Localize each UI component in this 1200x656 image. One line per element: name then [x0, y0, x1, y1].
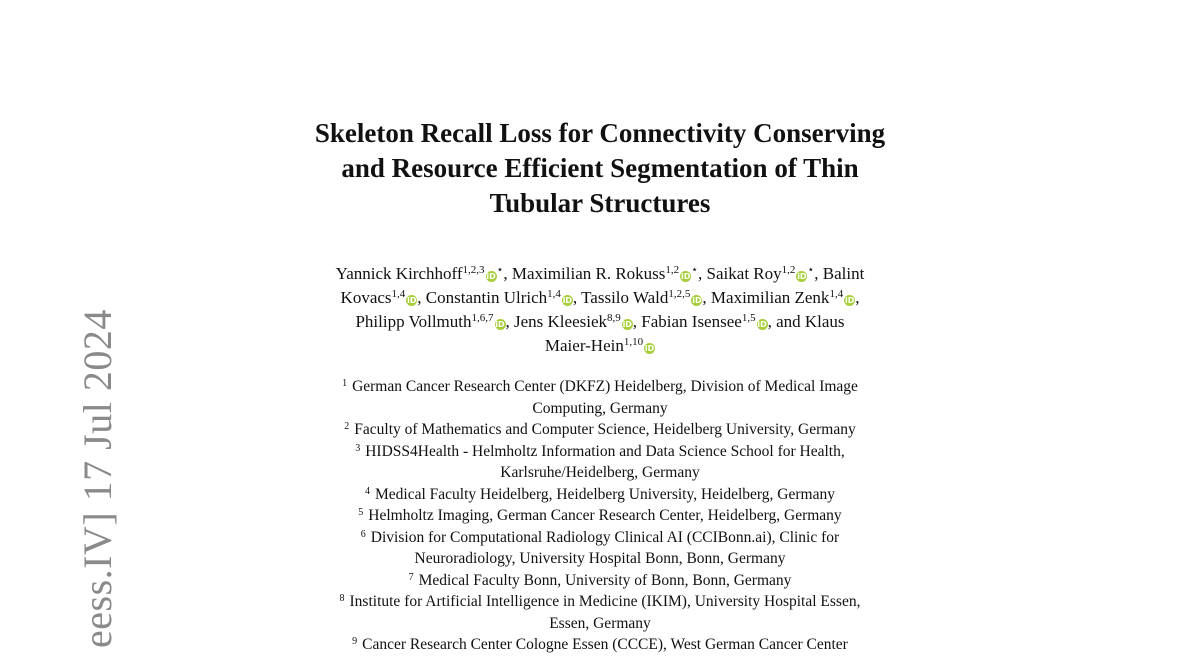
affiliation-line	[0, 398, 1200, 420]
author-affiliation: 1,2,3	[462, 264, 485, 276]
author-line	[0, 286, 1200, 310]
author-name: Maximilian R. Rokuss	[511, 264, 666, 283]
affiliation-line	[0, 613, 1200, 635]
author-separator: ,	[505, 312, 514, 331]
author-separator: ,	[632, 312, 642, 331]
author-list	[0, 262, 1200, 358]
author-affiliation: 1,4	[829, 288, 844, 300]
affiliation-line	[0, 505, 1200, 527]
affiliation-text: Neuroradiology, University Hospital Bonn, Bonn, Germany	[414, 550, 786, 567]
equal-contribution-star: ⋆	[691, 264, 699, 276]
orcid-icon[interactable]: iD	[644, 344, 655, 353]
affiliation-number: 7	[408, 571, 414, 583]
affiliation-line	[0, 462, 1200, 484]
affiliation-line	[0, 419, 1200, 441]
affiliation-text: HIDSS4Health - Helmholtz Information and Data Science School for Health,	[365, 442, 845, 460]
affiliation-line	[0, 376, 1200, 398]
title-line: Tubular Structures	[489, 188, 711, 218]
affiliation-text: German Cancer Research Center (DKFZ) Heidelberg, Division of Medical Image	[352, 378, 858, 395]
orcid-icon[interactable]: iD	[680, 272, 691, 281]
affiliation-text: Cancer Research Center Cologne Essen (CCCE), West German Cancer Center	[362, 636, 848, 653]
author-affiliation: 1,5	[741, 312, 756, 324]
author-separator: , Balint	[814, 264, 865, 283]
affiliation-line	[0, 570, 1200, 592]
title-line: and Resource Efficient Segmentation of Thin	[341, 153, 859, 183]
author-name: Maximilian Zenk	[710, 288, 830, 307]
author-line	[0, 334, 1200, 358]
affiliation-number: 8	[339, 593, 345, 604]
affiliation-text: Helmholtz Imaging, German Cancer Research Center, Heidelberg, Germany	[368, 507, 842, 524]
orcid-icon[interactable]: iD	[757, 320, 767, 329]
author-name: Maier-Hein	[544, 336, 624, 355]
orcid-icon[interactable]: iD	[844, 296, 855, 305]
affiliation-number: 6	[360, 528, 366, 540]
orcid-icon[interactable]: iD	[407, 296, 417, 305]
author-separator: ,	[702, 288, 711, 307]
author-affiliation: 1,10	[623, 336, 644, 348]
affiliation-list	[0, 376, 1200, 656]
author-affiliation: 8,9	[607, 312, 621, 324]
affiliation-line	[0, 484, 1200, 506]
affiliation-number: 5	[358, 507, 364, 518]
affiliation-line	[0, 591, 1200, 613]
equal-contribution-star: ⋆	[807, 264, 815, 276]
paper-title	[0, 116, 1200, 221]
orcid-icon[interactable]: iD	[797, 272, 807, 281]
orcid-icon[interactable]: iD	[562, 296, 573, 305]
affiliation-text: Division for Computational Radiology Clinical AI (CCIBonn.ai), Clinic for	[370, 528, 840, 546]
title-line: Skeleton Recall Loss for Connectivity Conserving	[314, 118, 886, 148]
author-separator: , and Klaus	[767, 312, 845, 331]
author-name: Saikat Roy	[706, 264, 782, 283]
author-name: Fabian Isensee	[641, 312, 742, 331]
equal-contribution-star: ⋆	[496, 264, 504, 276]
affiliation-text: Institute for Artificial Intelligence in Medicine (IKIM), University Hospital Essen,	[349, 593, 861, 610]
author-affiliation: 1,6,7	[471, 312, 494, 324]
affiliation-line	[0, 527, 1200, 549]
author-affiliation: 1,4	[547, 288, 561, 300]
author-separator: ,	[503, 264, 512, 283]
affiliation-text: Computing, Germany	[532, 399, 668, 417]
affiliation-text: Essen, Germany	[549, 614, 651, 632]
author-line	[0, 310, 1200, 334]
author-affiliation: 1,2	[781, 264, 796, 276]
affiliation-number: 2	[344, 421, 350, 432]
orcid-icon[interactable]: iD	[692, 296, 702, 305]
orcid-icon[interactable]: iD	[622, 320, 632, 329]
arxiv-sidebar-stamp: eess.IV] 17 Jul 2024	[75, 309, 120, 648]
author-affiliation: 1,2,5	[668, 288, 691, 300]
author-separator: ,	[417, 288, 426, 307]
author-name: Constantin Ulrich	[425, 288, 548, 307]
author-name: Philipp Vollmuth	[355, 312, 472, 331]
affiliation-number: 1	[342, 378, 348, 389]
author-name: Kovacs	[340, 288, 392, 307]
affiliation-number: 3	[355, 442, 361, 454]
author-affiliation: 1,4	[391, 288, 406, 300]
author-name: Tassilo Wald	[581, 288, 669, 307]
orcid-icon[interactable]: iD	[495, 320, 505, 329]
author-separator: ,	[572, 288, 582, 307]
affiliation-line	[0, 441, 1200, 463]
affiliation-text: Medical Faculty Heidelberg, Heidelberg University, Heidelberg, Germany	[375, 485, 835, 503]
affiliation-number: 9	[352, 636, 358, 647]
affiliation-line	[0, 634, 1200, 656]
affiliation-line	[0, 548, 1200, 570]
orcid-icon[interactable]: iD	[486, 272, 496, 281]
affiliation-text: Karlsruhe/Heidelberg, Germany	[500, 464, 700, 481]
author-line	[0, 262, 1200, 286]
author-separator: ,	[855, 288, 860, 307]
affiliation-text: Faculty of Mathematics and Computer Science, Heidelberg University, Germany	[354, 421, 856, 438]
affiliation-text: Medical Faculty Bonn, University of Bonn, Bonn, Germany	[418, 571, 792, 589]
author-name: Jens Kleesiek	[514, 312, 608, 331]
author-name: Yannick Kirchhoff	[335, 264, 463, 283]
author-separator: ,	[698, 264, 707, 283]
author-affiliation: 1,2	[665, 264, 680, 276]
affiliation-number: 4	[365, 485, 370, 497]
